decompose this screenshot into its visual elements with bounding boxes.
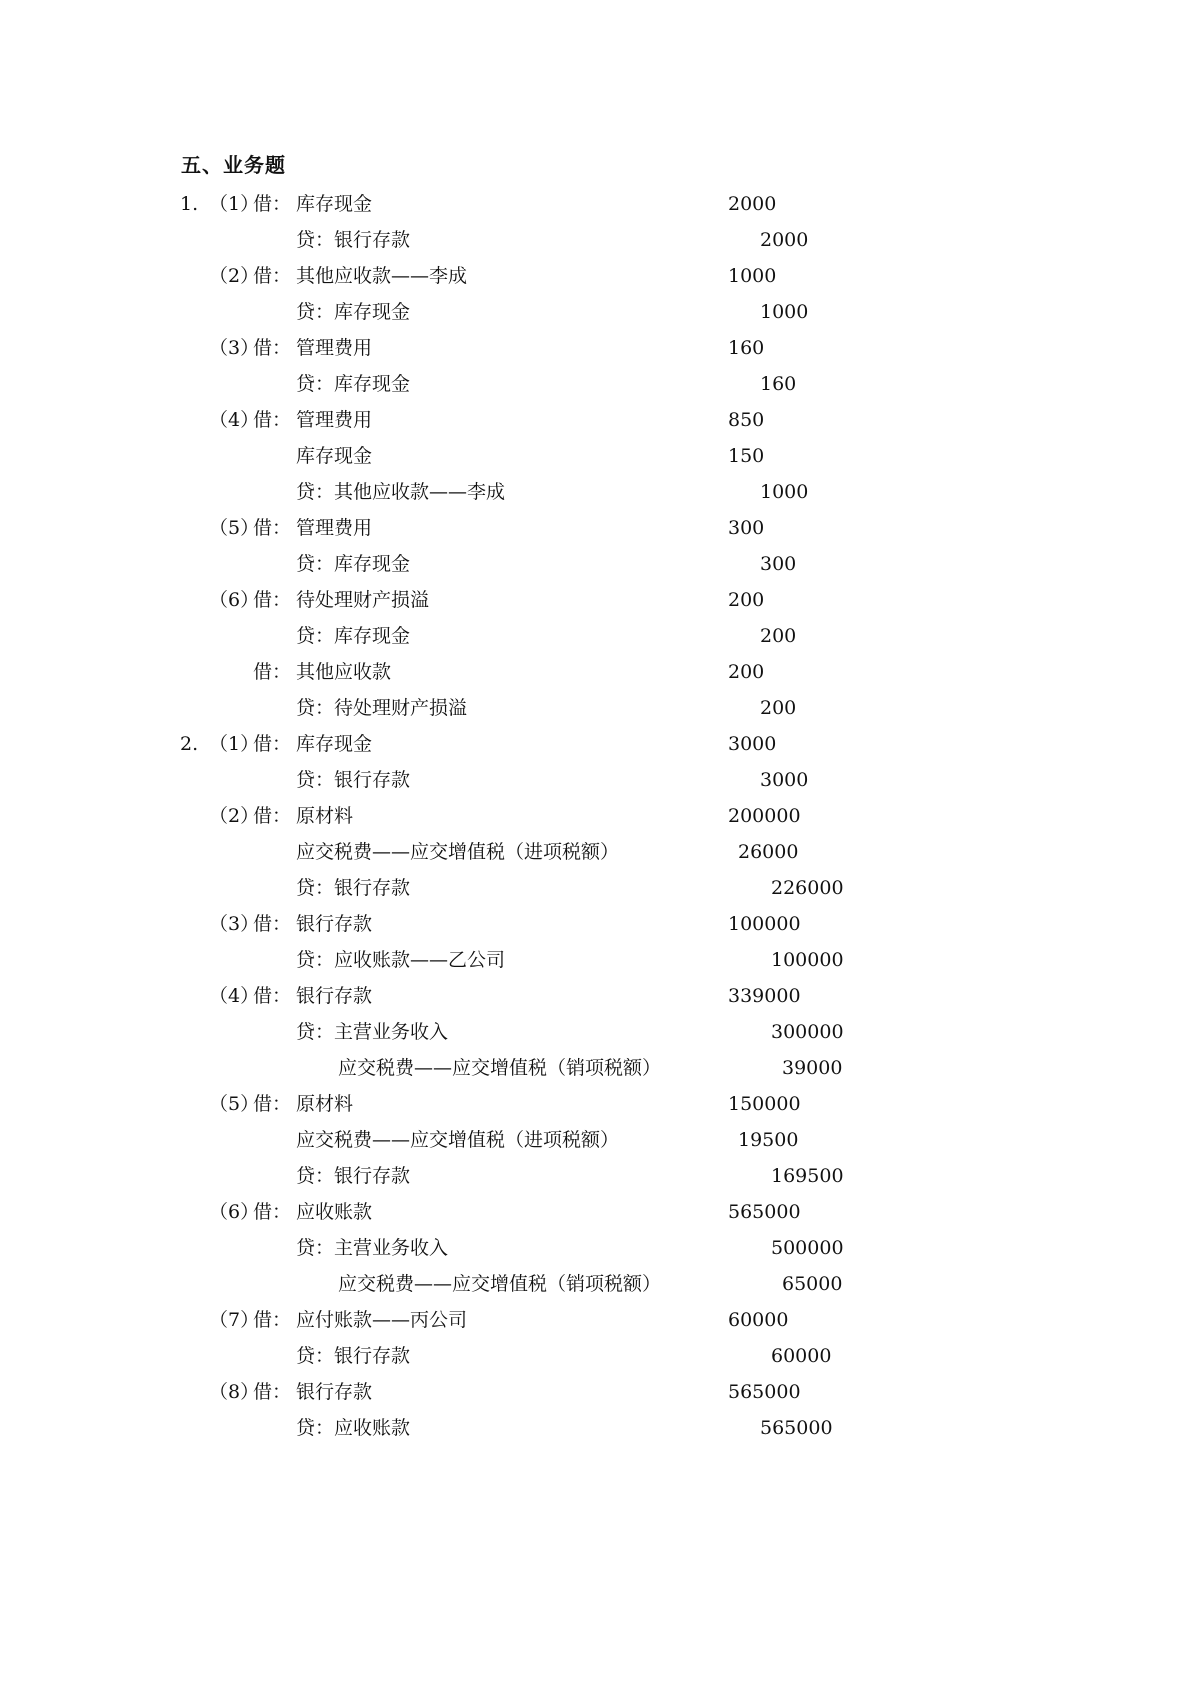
account-text: 应收账款 bbox=[296, 1201, 373, 1223]
journal-line bbox=[0, 1374, 1191, 1410]
journal-entries bbox=[0, 186, 1191, 1446]
account-text: 库存现金 bbox=[296, 733, 373, 755]
section-heading: 五、业务题 bbox=[181, 153, 286, 177]
debit-marker: 借： bbox=[253, 1381, 292, 1403]
debit-amount: 300 bbox=[728, 517, 765, 539]
journal-line bbox=[0, 1266, 1191, 1302]
account-text: 贷：库存现金 bbox=[296, 301, 411, 323]
account-text: 贷：主营业务收入 bbox=[296, 1237, 449, 1259]
debit-marker: 借： bbox=[253, 517, 292, 539]
journal-line bbox=[0, 798, 1191, 834]
entry-number: （4） bbox=[209, 409, 260, 431]
debit-amount: 1000 bbox=[728, 265, 777, 287]
entry-number: （1） bbox=[209, 733, 260, 755]
credit-amount: 300 bbox=[760, 553, 797, 575]
account-text: 银行存款 bbox=[296, 985, 373, 1007]
journal-line bbox=[0, 1338, 1191, 1374]
journal-line bbox=[0, 726, 1191, 762]
debit-marker: 借： bbox=[253, 1201, 292, 1223]
journal-line bbox=[0, 690, 1191, 726]
account-text: 银行存款 bbox=[296, 913, 373, 935]
journal-line bbox=[0, 1086, 1191, 1122]
account-text: 应交税费——应交增值税（进项税额） bbox=[296, 841, 620, 863]
debit-amount: 160 bbox=[728, 337, 765, 359]
account-text: 库存现金 bbox=[296, 445, 373, 467]
journal-line bbox=[0, 402, 1191, 438]
debit-amount: 200 bbox=[728, 661, 765, 683]
journal-line bbox=[0, 258, 1191, 294]
entry-number: （3） bbox=[209, 337, 260, 359]
credit-amount: 100000 bbox=[771, 949, 844, 971]
journal-line bbox=[0, 582, 1191, 618]
journal-line bbox=[0, 474, 1191, 510]
credit-amount: 169500 bbox=[771, 1165, 844, 1187]
debit-amount: 150 bbox=[728, 445, 765, 467]
journal-line bbox=[0, 906, 1191, 942]
journal-line bbox=[0, 366, 1191, 402]
entry-number: （6） bbox=[209, 589, 260, 611]
journal-line bbox=[0, 1122, 1191, 1158]
account-text: 贷：银行存款 bbox=[296, 877, 411, 899]
account-subtext: 应交税费——应交增值税（销项税额） bbox=[338, 1057, 662, 1079]
debit-amount: 200000 bbox=[728, 805, 801, 827]
debit-marker: 借： bbox=[253, 193, 292, 215]
entry-number: （5） bbox=[209, 1093, 260, 1115]
credit-amount: 200 bbox=[760, 625, 797, 647]
account-text: 银行存款 bbox=[296, 1381, 373, 1403]
account-text: 贷：银行存款 bbox=[296, 1165, 411, 1187]
credit-amount: 160 bbox=[760, 373, 797, 395]
journal-line bbox=[0, 942, 1191, 978]
account-text: 贷：库存现金 bbox=[296, 373, 411, 395]
account-text: 库存现金 bbox=[296, 193, 373, 215]
debit-marker: 借： bbox=[253, 409, 292, 431]
journal-line bbox=[0, 1410, 1191, 1446]
debit-amount: 60000 bbox=[728, 1309, 789, 1331]
entry-number: （7） bbox=[209, 1309, 260, 1331]
credit-amount: 1000 bbox=[760, 481, 809, 503]
journal-line bbox=[0, 618, 1191, 654]
debit-amount: 565000 bbox=[728, 1381, 801, 1403]
question-number: 1. bbox=[180, 193, 199, 215]
credit-amount: 500000 bbox=[771, 1237, 844, 1259]
account-text: 贷：其他应收款——李成 bbox=[296, 481, 506, 503]
debit-amount: 565000 bbox=[728, 1201, 801, 1223]
journal-line bbox=[0, 222, 1191, 258]
amount: 19500 bbox=[738, 1129, 799, 1151]
account-text: 贷：库存现金 bbox=[296, 553, 411, 575]
credit-amount: 3000 bbox=[760, 769, 809, 791]
journal-line bbox=[0, 510, 1191, 546]
entry-number: （8） bbox=[209, 1381, 260, 1403]
account-text: 贷：主营业务收入 bbox=[296, 1021, 449, 1043]
debit-amount: 100000 bbox=[728, 913, 801, 935]
entry-number: （4） bbox=[209, 985, 260, 1007]
account-text: 应付账款——丙公司 bbox=[296, 1309, 468, 1331]
journal-line bbox=[0, 438, 1191, 474]
journal-line bbox=[0, 1014, 1191, 1050]
journal-line bbox=[0, 330, 1191, 366]
debit-amount: 3000 bbox=[728, 733, 777, 755]
debit-marker: 借： bbox=[253, 805, 292, 827]
credit-amount: 65000 bbox=[782, 1273, 843, 1295]
account-text: 管理费用 bbox=[296, 517, 373, 539]
account-text: 管理费用 bbox=[296, 337, 373, 359]
account-text: 原材料 bbox=[296, 1093, 354, 1115]
journal-line bbox=[0, 186, 1191, 222]
amount: 26000 bbox=[738, 841, 799, 863]
debit-marker: 借： bbox=[253, 1093, 292, 1115]
journal-line bbox=[0, 1230, 1191, 1266]
journal-line bbox=[0, 762, 1191, 798]
credit-amount: 226000 bbox=[771, 877, 844, 899]
account-text: 其他应收款 bbox=[296, 661, 392, 683]
journal-line bbox=[0, 1194, 1191, 1230]
account-text: 原材料 bbox=[296, 805, 354, 827]
debit-marker: 借： bbox=[253, 985, 292, 1007]
account-text: 应交税费——应交增值税（进项税额） bbox=[296, 1129, 620, 1151]
journal-line bbox=[0, 834, 1191, 870]
debit-marker: 借： bbox=[253, 337, 292, 359]
debit-marker: 借： bbox=[253, 733, 292, 755]
credit-amount: 1000 bbox=[760, 301, 809, 323]
credit-amount: 60000 bbox=[771, 1345, 832, 1367]
account-text: 贷：银行存款 bbox=[296, 769, 411, 791]
credit-amount: 300000 bbox=[771, 1021, 844, 1043]
question-number: 2. bbox=[180, 733, 199, 755]
account-text: 贷：应收账款 bbox=[296, 1417, 411, 1439]
debit-marker: 借： bbox=[253, 265, 292, 287]
account-text: 贷：应收账款——乙公司 bbox=[296, 949, 506, 971]
journal-line bbox=[0, 1302, 1191, 1338]
account-text: 其他应收款——李成 bbox=[296, 265, 468, 287]
account-text: 贷：待处理财产损溢 bbox=[296, 697, 468, 719]
debit-amount: 2000 bbox=[728, 193, 777, 215]
journal-line bbox=[0, 546, 1191, 582]
debit-marker: 借： bbox=[253, 913, 292, 935]
debit-amount: 339000 bbox=[728, 985, 801, 1007]
journal-line bbox=[0, 1050, 1191, 1086]
debit-marker: 借： bbox=[253, 1309, 292, 1331]
account-text: 贷：库存现金 bbox=[296, 625, 411, 647]
debit-marker: 借： bbox=[253, 661, 292, 683]
entry-number: （3） bbox=[209, 913, 260, 935]
credit-amount: 200 bbox=[760, 697, 797, 719]
debit-amount: 850 bbox=[728, 409, 765, 431]
account-text: 待处理财产损溢 bbox=[296, 589, 430, 611]
account-text: 贷：银行存款 bbox=[296, 229, 411, 251]
journal-line bbox=[0, 870, 1191, 906]
journal-line bbox=[0, 1158, 1191, 1194]
entry-number: （5） bbox=[209, 517, 260, 539]
debit-amount: 200 bbox=[728, 589, 765, 611]
journal-line bbox=[0, 654, 1191, 690]
debit-amount: 150000 bbox=[728, 1093, 801, 1115]
entry-number: （1） bbox=[209, 193, 260, 215]
debit-marker: 借： bbox=[253, 589, 292, 611]
entry-number: （2） bbox=[209, 265, 260, 287]
journal-line bbox=[0, 294, 1191, 330]
journal-line bbox=[0, 978, 1191, 1014]
credit-amount: 565000 bbox=[760, 1417, 833, 1439]
account-text: 贷：银行存款 bbox=[296, 1345, 411, 1367]
credit-amount: 2000 bbox=[760, 229, 809, 251]
credit-amount: 39000 bbox=[782, 1057, 843, 1079]
account-text: 管理费用 bbox=[296, 409, 373, 431]
entry-number: （6） bbox=[209, 1201, 260, 1223]
entry-number: （2） bbox=[209, 805, 260, 827]
account-subtext: 应交税费——应交增值税（销项税额） bbox=[338, 1273, 662, 1295]
